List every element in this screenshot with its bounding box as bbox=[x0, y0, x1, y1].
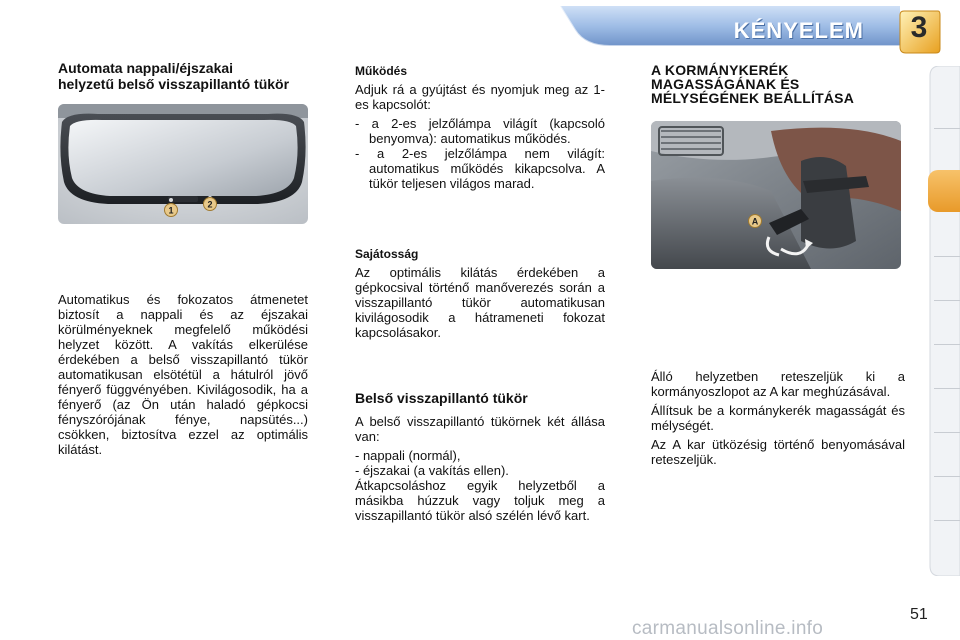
working-intro: Adjuk rá a gyújtást és nyomjuk meg az 1-es kapcsolót: bbox=[355, 82, 605, 112]
tab-divider bbox=[934, 344, 960, 345]
special-heading: Sajátosság bbox=[355, 247, 419, 261]
callout-1: 1 bbox=[168, 205, 174, 216]
tab-chapter-3[interactable] bbox=[928, 170, 960, 212]
column-mirror-operation bbox=[355, 60, 605, 523]
heading-line: MAGASSÁGÁNAK ÉS bbox=[651, 76, 800, 92]
tab-strip bbox=[926, 66, 960, 576]
steering-heading bbox=[651, 63, 905, 105]
tab-divider bbox=[934, 388, 960, 389]
working-heading: Működés bbox=[355, 64, 408, 78]
column-steering-adjust bbox=[651, 60, 905, 467]
section-heading bbox=[58, 60, 308, 92]
heading-line: helyzetű belső visszapillantó tükör bbox=[58, 76, 290, 92]
rearview-mirror-illustration bbox=[58, 104, 308, 224]
tab-divider bbox=[934, 520, 960, 521]
heading-line: A KORMÁNYKERÉK bbox=[651, 62, 789, 78]
callout-a: A bbox=[751, 216, 759, 227]
steering-p3: Az A kar ütközésig történő benyomásával reteszeljük. bbox=[651, 437, 905, 467]
tab-divider bbox=[934, 128, 960, 129]
tab-divider bbox=[934, 432, 960, 433]
mirror-auto-description: Automatikus és fokozatos átmenetet biztosít a nappali és az éjszakai körülményeknek megfelelő működési helyzet között. A vakítás elkerülése érdekében a belső visszapillantó tükör automatikusan elsötétül a hátulról jövő fényerő függvényében. Kivilágosodik, ha a fényerő (az Ön után haladó gépkocsi fényszórójának fénye, napsütés...) csökken, biztosítva ezzel az optimális kilátást. bbox=[58, 292, 308, 457]
tab-divider bbox=[934, 256, 960, 257]
tab-divider bbox=[934, 300, 960, 301]
working-bullet-2: - a 2-es jelzőlámpa nem világít: automatikus működés kikapcsolva. A tükör teljesen világos marad. bbox=[355, 146, 605, 191]
mirror-body: Átkapcsoláshoz egyik helyzetből a másikba húzzuk vagy toljuk meg a visszapillantó tükör alsó szélén lévő kart. bbox=[355, 478, 605, 523]
tab-divider bbox=[934, 476, 960, 477]
chapter-tabs bbox=[926, 66, 960, 576]
heading-line: MÉLYSÉGÉNEK BEÁLLÍTÁSA bbox=[651, 90, 855, 106]
steering-p1: Álló helyzetben reteszeljük ki a kormányoszlopot az A kar meghúzásával. bbox=[651, 369, 905, 399]
mirror-photo bbox=[58, 104, 308, 224]
column-mirror-auto bbox=[58, 60, 308, 457]
mirror-item-1: - nappali (normál), bbox=[355, 448, 461, 463]
chapter-title: KÉNYELEM bbox=[733, 18, 864, 43]
watermark-text: carmanualsonline.info bbox=[632, 618, 824, 639]
working-bullet-1: - a 2-es jelzőlámpa világít (kapcsoló benyomva): automatikus működés. bbox=[355, 116, 605, 146]
steering-p2: Állítsuk be a kormánykerék magasságát és mélységét. bbox=[651, 403, 905, 433]
heading-line: Automata nappali/éjszakai bbox=[58, 60, 234, 76]
callout-2: 2 bbox=[207, 199, 213, 210]
special-body: Az optimális kilátás érdekében a gépkocsival történő manőverezés során a visszapillantó tükör automatikusan kivilágosodik a hátrameneti fokozat kapcsolásakor. bbox=[355, 265, 605, 340]
page-number: 51 bbox=[910, 606, 928, 623]
mirror-intro: A belső visszapillantó tükörnek két állása van: bbox=[355, 414, 605, 444]
mirror-item-2: - éjszakai (a vakítás ellen). bbox=[355, 463, 509, 478]
steering-column-photo bbox=[651, 121, 901, 269]
mirror-heading: Belső visszapillantó tükör bbox=[355, 390, 528, 406]
chapter-number: 3 bbox=[910, 11, 928, 44]
steering-column-illustration bbox=[651, 121, 901, 269]
